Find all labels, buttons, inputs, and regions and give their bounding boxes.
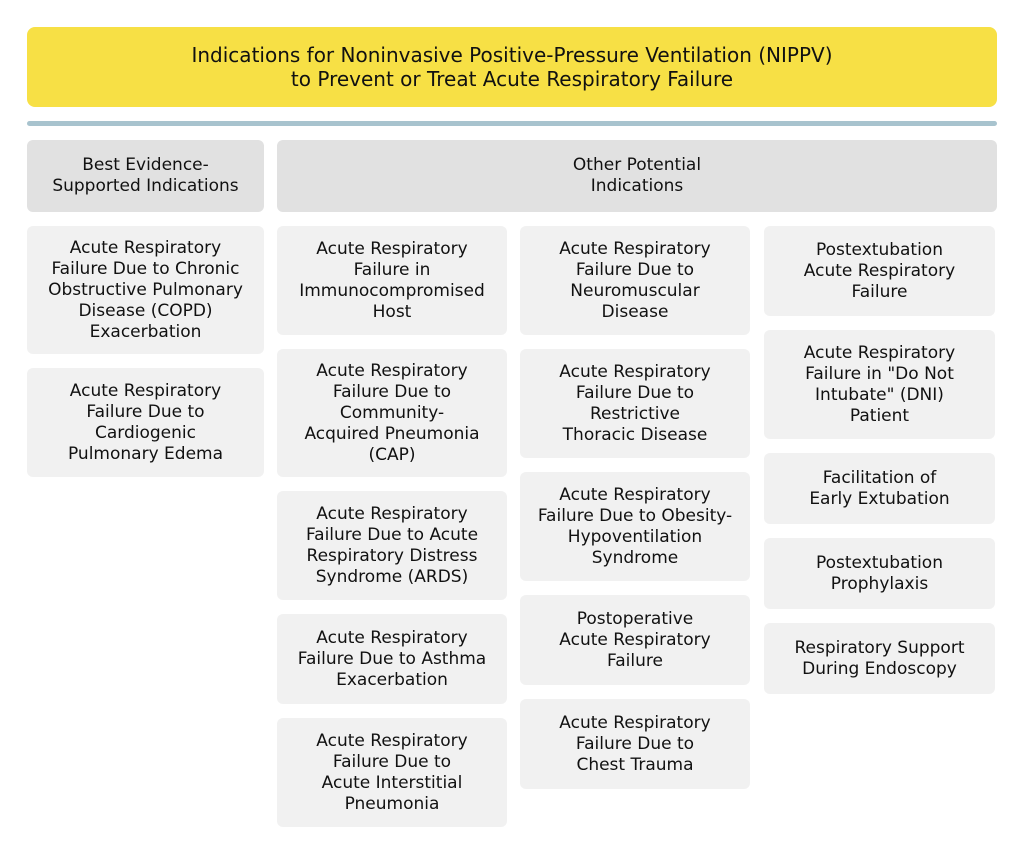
indication-dni-patient (764, 330, 995, 439)
cell-line: Immunocompromised (299, 280, 485, 301)
indication-immunocompromised (277, 226, 507, 335)
header-text: Best Evidence- (82, 155, 209, 175)
cell-line: Failure Due to Acute (305, 524, 479, 545)
cell-line: Syndrome (ARDS) (315, 566, 469, 587)
cell-line: Neuromuscular (570, 280, 700, 301)
indication-endoscopy-support (764, 623, 995, 694)
indication-cardiogenic-edema (27, 368, 264, 477)
indication-postextubation-prophylaxis (764, 538, 995, 609)
cell-line: Early Extubation (809, 488, 950, 509)
cell-line: Pulmonary Edema (67, 443, 224, 464)
cell-line: During Endoscopy (802, 658, 957, 679)
cell-line: Failure Due to (86, 401, 205, 422)
cell-line: Failure (851, 281, 908, 302)
cell-line: Acute Respiratory (559, 629, 711, 650)
cell-line: Respiratory Distress (306, 545, 478, 566)
cell-line: Hypoventilation (567, 526, 703, 547)
title-line-1: Indications for Noninvasive Positive-Pressure Ventilation (NIPPV) (191, 43, 833, 67)
indication-chest-trauma (520, 699, 750, 789)
cell-line: Chest Trauma (576, 754, 694, 775)
cell-line: Failure in "Do Not (805, 363, 954, 384)
cell-line: Disease (COPD) (78, 300, 213, 321)
cell-line: Thoracic Disease (562, 424, 708, 445)
cell-line: Acute Respiratory (316, 503, 468, 524)
cell-line: Restrictive (589, 403, 680, 424)
cell-line: Acute Respiratory (559, 712, 711, 733)
indication-postoperative (520, 595, 750, 685)
cell-line: Facilitation of (822, 467, 937, 488)
cell-line: Acute Respiratory (316, 627, 468, 648)
cell-line: Host (372, 301, 412, 322)
header-text: Supported Indications (52, 176, 239, 196)
cell-line: Acute Interstitial (321, 772, 463, 793)
title-divider (27, 121, 997, 126)
indication-obesity-hypoventilation (520, 472, 750, 581)
cell-line: Community- (339, 402, 445, 423)
cell-line: Cardiogenic (95, 422, 196, 443)
diagram-title (27, 27, 997, 107)
cell-line: Pneumonia (344, 793, 440, 814)
cell-line: Failure Due to Obesity- (537, 505, 733, 526)
cell-line: Postoperative (576, 608, 694, 629)
cell-line: Failure in (353, 259, 431, 280)
indication-interstitial-pneumonia (277, 718, 507, 827)
cell-line: Intubate" (DNI) (815, 384, 944, 405)
cell-line: Failure Due to (575, 382, 695, 403)
cell-line: Exacerbation (336, 669, 448, 690)
header-best-evidence (27, 140, 264, 212)
indication-postextubation-failure (764, 226, 995, 316)
cell-line: Acute Respiratory (803, 342, 956, 363)
cell-line: Acute Respiratory (803, 260, 956, 281)
cell-line: Exacerbation (89, 321, 202, 342)
indication-cap (277, 349, 507, 477)
cell-line: Acute Respiratory (316, 360, 468, 381)
indication-early-extubation (764, 453, 995, 524)
header-text: Indications (590, 176, 684, 196)
cell-line: Failure Due to (575, 259, 695, 280)
indication-asthma (277, 614, 507, 704)
cell-line: Prophylaxis (830, 573, 929, 594)
cell-line: Failure Due to (332, 751, 452, 772)
cell-line: Acute Respiratory (69, 380, 222, 401)
header-text: Other Potential (572, 155, 702, 175)
indication-neuromuscular (520, 226, 750, 335)
cell-line: Respiratory Support (794, 637, 965, 658)
cell-line: Postextubation (815, 552, 943, 573)
cell-line: Failure Due to (575, 733, 695, 754)
cell-line: Acute Respiratory (316, 238, 468, 259)
cell-line: Failure Due to Chronic (51, 258, 240, 279)
cell-line: Acute Respiratory (559, 238, 711, 259)
cell-line: Postextubation (815, 239, 943, 260)
title-line-2: to Prevent or Treat Acute Respiratory Failure (290, 67, 734, 91)
cell-line: Acute Respiratory (559, 361, 711, 382)
cell-line: Failure (607, 650, 663, 671)
indication-restrictive-thoracic (520, 349, 750, 458)
cell-line: Failure Due to Asthma (297, 648, 487, 669)
cell-line: Syndrome (591, 547, 679, 568)
indication-ards (277, 491, 507, 600)
header-other-potential (277, 140, 997, 212)
cell-line: Acquired Pneumonia (304, 423, 480, 444)
cell-line: Patient (849, 405, 910, 426)
cell-line: Disease (601, 301, 669, 322)
indication-copd (27, 226, 264, 354)
cell-line: Obstructive Pulmonary (48, 279, 243, 300)
cell-line: Acute Respiratory (559, 484, 711, 505)
cell-line: Acute Respiratory (69, 237, 222, 258)
cell-line: Acute Respiratory (316, 730, 468, 751)
cell-line: Failure Due to (332, 381, 452, 402)
cell-line: (CAP) (368, 444, 416, 465)
